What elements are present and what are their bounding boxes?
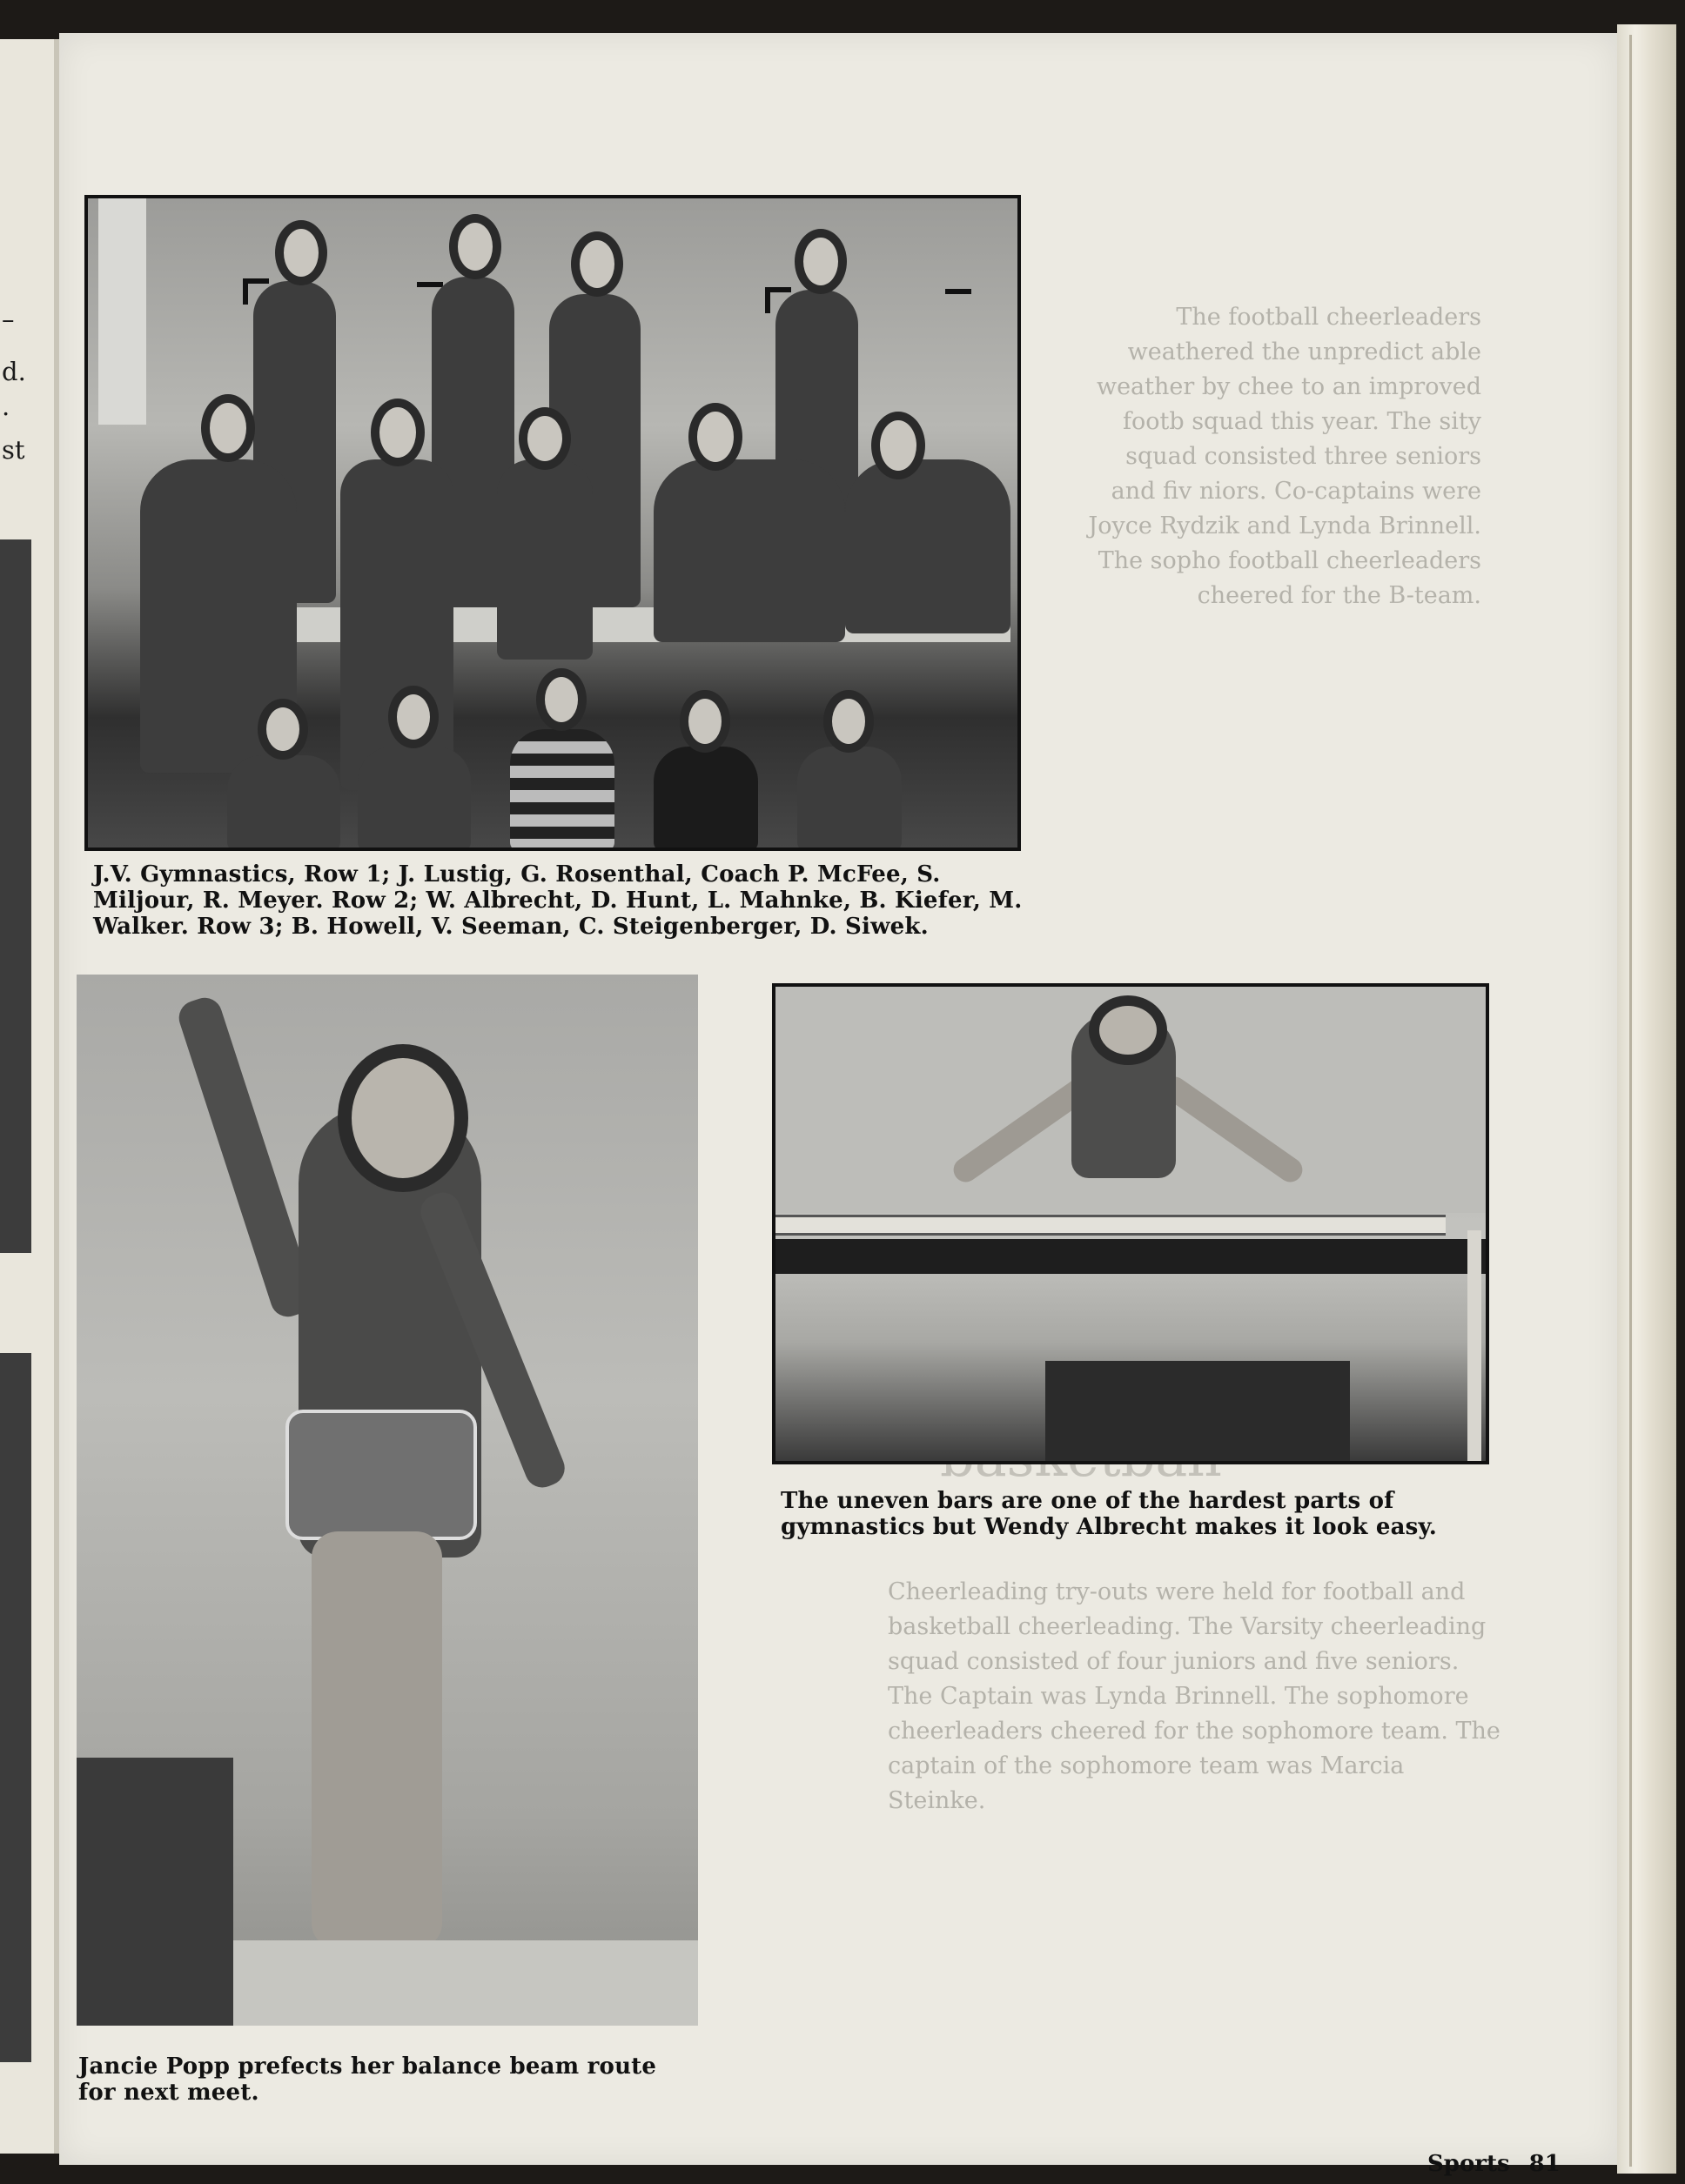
wall-column — [98, 198, 146, 425]
section-label: Sports — [1427, 2151, 1510, 2177]
gymnast-figure — [797, 747, 902, 851]
equipment-block — [77, 1758, 233, 2026]
gymnast-head — [519, 407, 571, 470]
gymnast-shorts — [285, 1410, 477, 1540]
dash-mark — [417, 282, 443, 287]
coach-figure — [510, 729, 614, 851]
bar-post — [1467, 1230, 1481, 1461]
bar-shadow — [775, 1239, 1486, 1274]
balance-beam — [233, 1940, 698, 2026]
prev-page-photo-edge — [0, 1353, 31, 2062]
gymnast-head — [275, 220, 327, 285]
previous-page-edge — [0, 39, 59, 2154]
dash-mark — [945, 289, 971, 294]
raised-arm — [175, 994, 319, 1322]
bleed-through-paragraph: Cheerleading try-outs were held for football and basketball cheerleading. The Varsity cheerleading squad consisted of four juniors and five seniors. The Captain was Lynda Brinnell. The sophomore cheerleaders cheered for the sophomore team. The captain of the sophomore team was Marcia Steinke. — [888, 1578, 1500, 1814]
gymnast-head — [571, 231, 623, 297]
balance-beam-photo — [77, 975, 698, 2026]
balance-beam-caption: Jancie Popp prefects her balance beam route for next meet. — [78, 2053, 657, 2106]
page-number: 81 — [1528, 2151, 1561, 2177]
prev-page-photo-edge — [0, 539, 31, 1253]
page-edge-line — [1629, 35, 1632, 2167]
gymnast-head — [823, 690, 874, 753]
page-footer — [1427, 2151, 1561, 2177]
gymnast-figure — [227, 755, 340, 851]
gym-doorway — [1045, 1361, 1350, 1461]
bleed-through-paragraph: The football cheerleaders weathered the unpredict able weather by chee to an improved footb squad this year. The sity squad consisted three seniors and fiv niors. Co-captains were Joyce Rydzik and Lynda Brinnell. The sopho football cheerleaders cheered for the B-team. — [1088, 304, 1481, 609]
gymnast-head — [258, 699, 308, 760]
gymnast-head — [871, 412, 925, 479]
gymnast-head — [201, 394, 255, 462]
prev-page-text-fragment: . — [2, 392, 10, 421]
team-photo — [84, 195, 1021, 851]
gymnast-legs — [312, 1531, 442, 1949]
gymnast-head — [1089, 995, 1167, 1065]
gymnast-head — [680, 690, 730, 753]
gymnast-figure — [654, 459, 845, 642]
prev-page-text-fragment: – — [2, 305, 15, 334]
coach-head — [536, 668, 587, 731]
gymnast-head — [688, 403, 742, 471]
uneven-bar — [775, 1215, 1446, 1236]
gymnast-figure — [358, 747, 471, 851]
gymnast-figure — [845, 459, 1010, 633]
gymnast-head — [388, 686, 439, 748]
gymnast-figure — [497, 459, 593, 660]
gymnast-head — [795, 229, 847, 294]
prev-page-text-fragment: d. — [2, 357, 26, 386]
team-photo-caption: J.V. Gymnastics, Row 1; J. Lustig, G. Rosenthal, Coach P. McFee, S. Miljour, R. Meyer. Row 2; W. Albrecht, D. Hunt, L. Mahnke, B. Kiefer, M. Walker. Row 3; B. Howell, V. Seeman, C. Steigenberger, D. Siwek. — [93, 861, 1023, 940]
gymnast-head — [371, 399, 425, 466]
prev-page-text-fragment: st — [2, 435, 25, 465]
uneven-bars-photo — [772, 983, 1489, 1464]
page-stack-edge — [1617, 24, 1676, 2174]
uneven-bars-caption: The uneven bars are one of the hardest parts of gymnastics but Wendy Albrecht makes it look easy. — [781, 1488, 1438, 1540]
gymnast-figure — [654, 747, 758, 851]
gymnast-head — [449, 214, 501, 279]
gymnast-head — [338, 1044, 468, 1192]
